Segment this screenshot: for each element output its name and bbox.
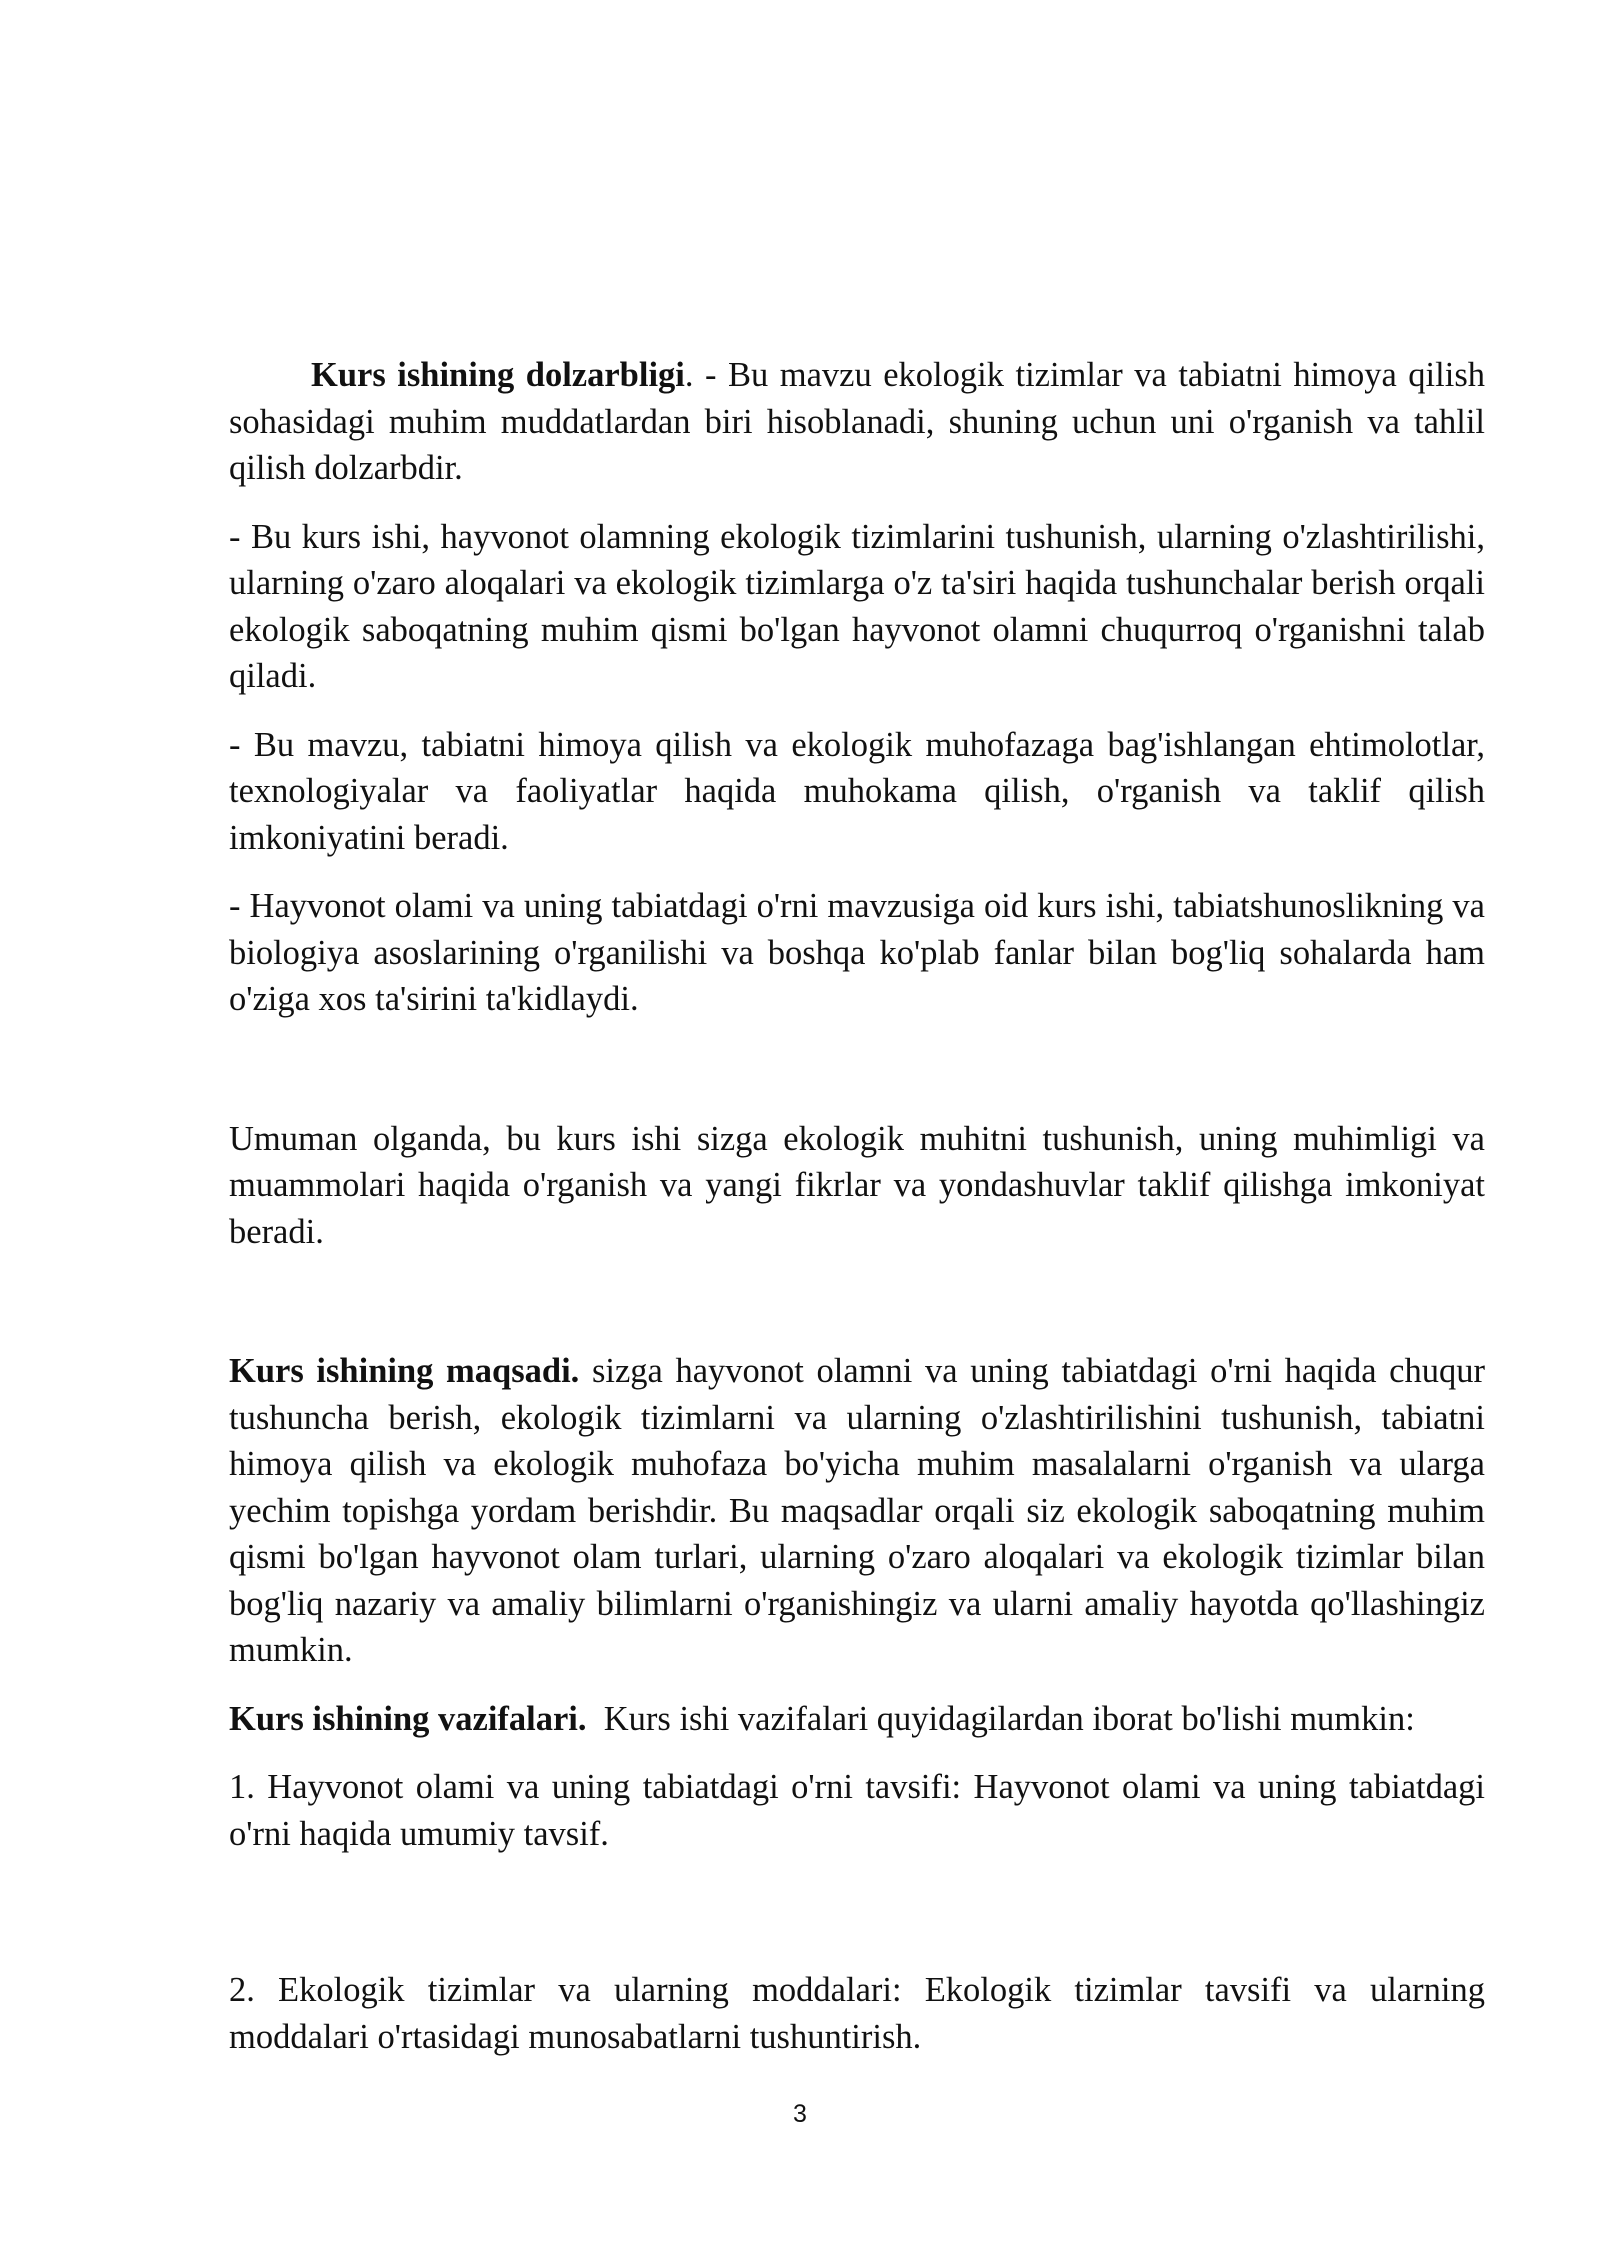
paragraph-text: Kurs ishi vazifalari quyidagilardan iborat bo'lishi mumkin: [586,1699,1415,1738]
paragraph-summary: Umuman olganda, bu kurs ishi sizga ekologik muhitni tushunish, uning muhimligi va muammolari haqida o'rganish va yangi fikrlar va yondashuvlar taklif qilishga imkoniyat beradi. [229,1119,1485,1251]
paragraph-goal [229,1348,1485,1674]
document-body [229,352,1485,2060]
paragraph-bullet-3: - Hayvonot olami va uning tabiatdagi o'rni mavzusiga oid kurs ishi, tabiatshunoslikning va biologiya asoslarining o'rganilishi va boshqa ko'plab fanlar bilan bog'liq sohalarda ham o'ziga xos ta'sirini ta'kidlaydi. [229,887,1485,1018]
heading-relevance: Kurs ishining dolzarbligi [311,356,685,394]
heading-tasks: Kurs ishining vazifalari. [229,1699,587,1738]
paragraph-bullet-1: - Bu kurs ishi, hayvonot olamning ekologik tizimlarini tushunish, ularning o'zlashtirilishi, ularning o'zaro aloqalari va ekologik tizimlarga o'z ta'siri haqida tushunchalar berish orqali ekologik saboqatning muhim qismi bo'lgan hayvonot olamni chuqurroq o'rganishni talab qiladi. [229,517,1485,695]
paragraph-relevance [229,352,1485,492]
page-number: 3 [793,2100,807,2128]
paragraph-text: sizga hayvonot olamni va uning tabiatdagi o'rni haqida chuqur tushuncha berish, ekologik tizimlarni va ularning o'zlashtirilishini tushunish, tabiatni himoya qilish va ekologik muhofaza bo'yicha muhim masalalarni o'rganish va ularga yechim topishga yordam berishdir. Bu maqsadlar orqali siz ekologik saboqatning muhim qismi bo'lgan hayvonot olam turlari, ularning o'zaro aloqalari va ekologik tizimlar bilan bog'liq nazariy va amaliy bilimlarni o'rganishingiz va ularni amaliy hayotda qo'llashingiz mumkin. [229,1352,1485,1669]
paragraph-bullet-2: - Bu mavzu, tabiatni himoya qilish va ekologik muhofazaga bag'ishlangan ehtimolotlar, texnologiyalar va faoliyatlar haqida muhokama qilish, o'rganish va taklif qilish imkoniyatini beradi. [229,725,1485,857]
paragraph-text: . - Bu mavzu ekologik tizimlar va tabiatni himoya qilish sohasidagi muhim muddatlardan biri hisoblanadi, shuning uchun uni o'rganish va tahlil qilish dolzarbdir. [229,356,1485,487]
paragraph-tasks [229,1696,1485,1743]
list-item-1: 1. Hayvonot olami va uning tabiatdagi o'rni tavsifi: Hayvonot olami va uning tabiatdagi o'rni haqida umumiy tavsif. [229,1768,1485,1853]
list-item-2: 2. Ekologik tizimlar va ularning moddalari: Ekologik tizimlar tavsifi va ularning moddalari o'rtasidagi munosabatlarni tushuntirish. [229,1971,1485,2056]
heading-goal: Kurs ishining maqsadi. [229,1352,580,1390]
